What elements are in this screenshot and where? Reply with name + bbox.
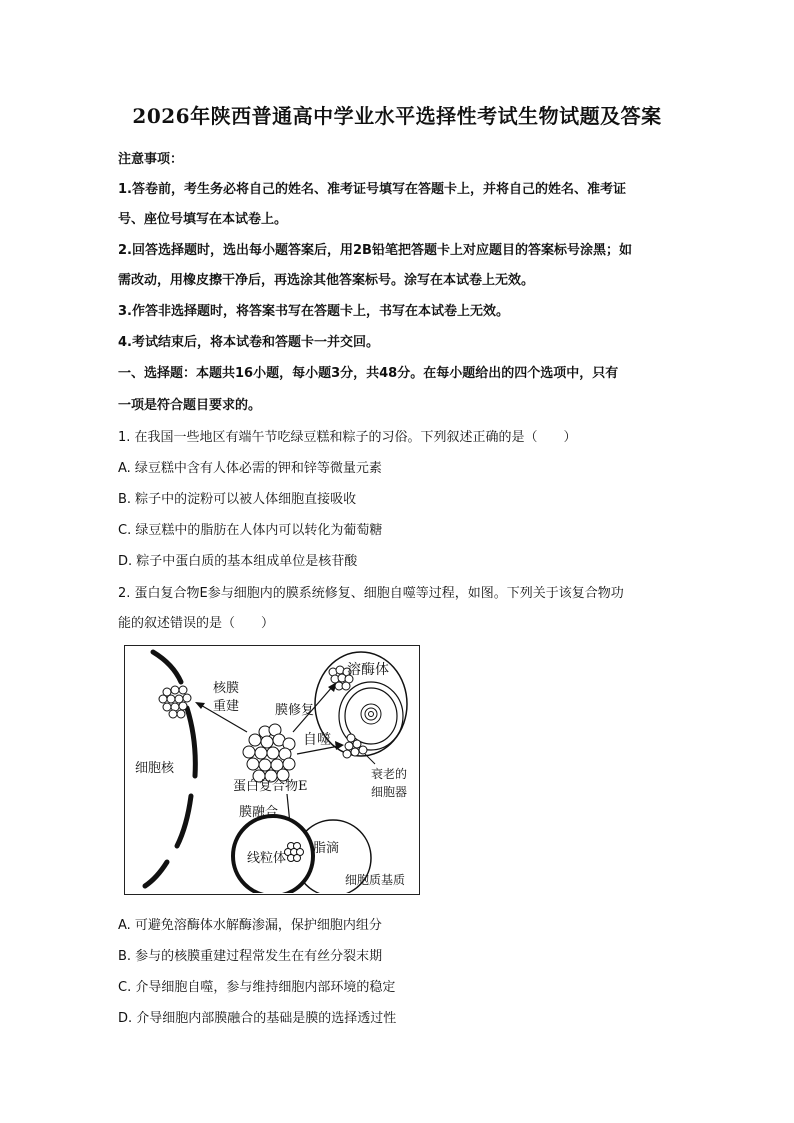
label-membrane-repair: 膜修复 xyxy=(275,703,315,718)
label-membrane-fusion: 膜融合 xyxy=(239,805,279,820)
q2-option-b: B. 参与的核膜重建过程常发生在有丝分裂末期 xyxy=(118,949,383,964)
q1-option-c: C. 绿豆糕中的脂肪在人体内可以转化为葡萄糖 xyxy=(118,523,383,538)
complex-at-fusion xyxy=(285,843,304,862)
label-mitochondrion: 线粒体 xyxy=(247,851,287,866)
section-heading-1: 一、选择题：本题共16小题，每小题3分，共48分。在每小题给出的四个选项中，只有 xyxy=(118,366,619,381)
label-senescent-2: 细胞器 xyxy=(371,785,408,799)
label-complex-e: 蛋白复合物E xyxy=(233,779,308,794)
q1-stem: 1. 在我国一些地区有端午节吃绿豆糕和粽子的习俗。下列叙述正确的是（ ） xyxy=(118,430,577,445)
label-lipid-droplet: 脂滴 xyxy=(313,841,340,856)
q1-option-a: A. 绿豆糕中含有人体必需的钾和锌等微量元素 xyxy=(118,461,382,476)
q1-option-b: B. 粽子中的淀粉可以被人体细胞直接吸收 xyxy=(118,492,357,507)
label-autophagy: 自噬 xyxy=(303,732,331,748)
notice-line-1: 1.答卷前，考生务必将自己的姓名、准考证号填写在答题卡上，并将自己的姓名、准考证 xyxy=(118,182,626,197)
q2-stem-2: 能的叙述错误的是（ ） xyxy=(118,616,275,631)
notice-line-6: 4.考试结束后，将本试卷和答题卡一并交回。 xyxy=(118,335,379,350)
notice-line-5: 3.作答非选择题时，将答案书写在答题卡上，书写在本试卷上无效。 xyxy=(118,304,509,319)
label-nuclear-rebuild-1: 核膜 xyxy=(213,681,240,696)
label-cytoplasm: 细胞质基质 xyxy=(345,873,406,887)
notice-line-3: 2.回答选择题时，选出每小题答案后，用2B铅笔把答题卡上对应题目的答案标号涂黑；如 xyxy=(118,243,632,258)
complex-e-icon xyxy=(243,724,295,782)
cell-diagram xyxy=(124,645,420,895)
complex-at-autophagosome xyxy=(343,734,367,758)
label-nucleus: 细胞核 xyxy=(135,761,175,776)
notice-line-2: 号、座位号填写在本试卷上。 xyxy=(118,212,288,227)
notice-heading: 注意事项： xyxy=(118,152,184,167)
q2-option-d: D. 介导细胞内部膜融合的基础是膜的选择透过性 xyxy=(118,1011,397,1026)
label-senescent-1: 衰老的 xyxy=(371,767,408,781)
q2-option-a: A. 可避免溶酶体水解酶渗漏，保护细胞内组分 xyxy=(118,918,382,933)
label-nuclear-rebuild-2: 重建 xyxy=(213,699,240,714)
q2-option-c: C. 介导细胞自噬，参与维持细胞内部环境的稳定 xyxy=(118,980,396,995)
page-title: 2026年陕西普通高中学业水平选择性考试生物试题及答案 xyxy=(132,104,662,128)
q1-option-d: D. 粽子中蛋白质的基本组成单位是核苷酸 xyxy=(118,554,358,569)
q2-stem-1: 2. 蛋白复合物E参与细胞内的膜系统修复、细胞自噬等过程，如图。下列关于该复合物功 xyxy=(118,586,624,601)
organelle-spiral-icon xyxy=(361,704,381,724)
section-heading-2: 一项是符合题目要求的。 xyxy=(118,398,262,413)
notice-line-4: 需改动，用橡皮擦干净后，再选涂其他答案标号。涂写在本试卷上无效。 xyxy=(118,273,535,288)
label-lysosome: 溶酶体 xyxy=(347,662,389,678)
